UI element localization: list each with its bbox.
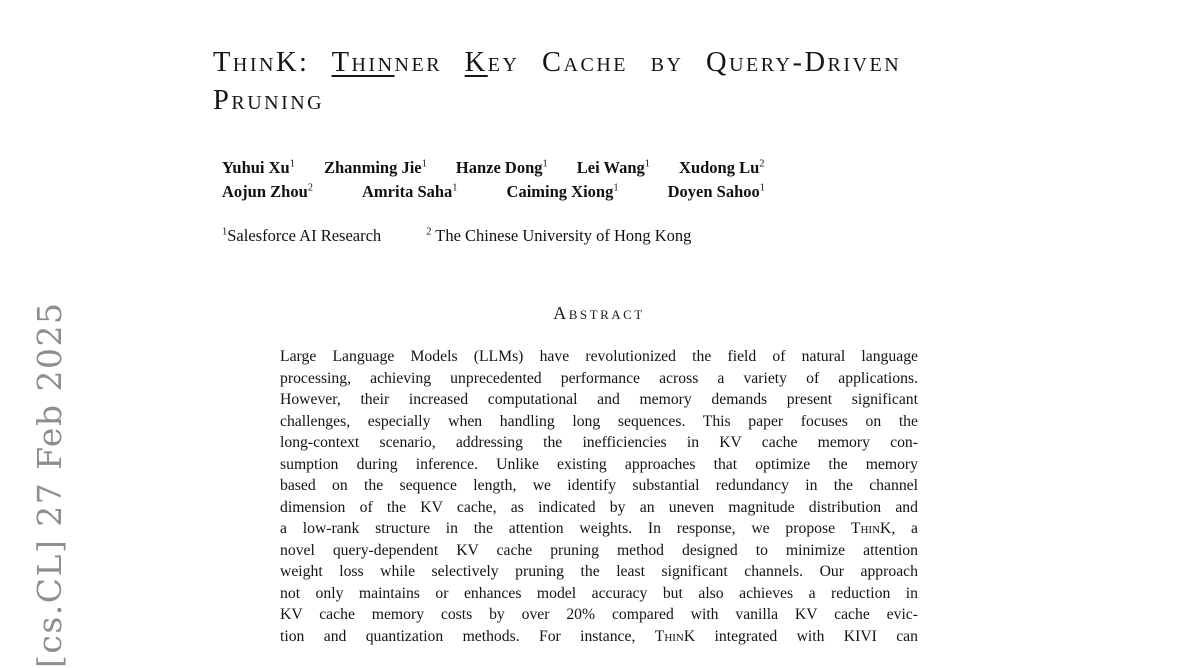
author-name: Zhanming Jie$^1$ [323, 158, 427, 177]
author-name: Hanze Dong$^1$ [455, 158, 548, 177]
abstract-line: processing, achieving unprecedented performance across a variety of applications. [280, 369, 918, 387]
abstract-section [280, 303, 918, 647]
affiliation-sup: 2 [426, 226, 432, 238]
author-name: Doyen Sahoo$^1$ [667, 182, 766, 201]
author-name: Xudong Lu$^2$ [679, 158, 765, 177]
author-name: Yuhui Xu$^1$ [222, 158, 295, 177]
title-segment: ner [394, 47, 465, 78]
author-block [222, 158, 765, 202]
arxiv-watermark: [cs.CL] 27 Feb 2025 [30, 301, 69, 668]
abstract-line: challenges, especially when handling long sequences. This paper focuses on the [280, 412, 918, 430]
author-affiliation-sup: 2 [307, 182, 313, 194]
author-name: Caiming Xiong$^1$ [506, 182, 619, 201]
author-affiliation-sup: 1 [421, 158, 427, 170]
author-affiliation-sup: 1 [644, 158, 651, 170]
abstract-line: However, their increased computational and memory demands present significant [280, 391, 918, 408]
abstract-line: weight loss while selectively pruning the least significant channels. Our approach [280, 563, 918, 580]
affiliations [222, 226, 691, 246]
abstract-line: sumption during inference. Unlike existing approaches that optimize the memory [280, 455, 918, 473]
affiliation-sup: 1 [222, 226, 228, 238]
abstract-line: dimension of the KV cache, as indicated by an uneven magnitude distribution and [280, 498, 918, 516]
title-segment: ey Cache by Query-Driven Pruning [213, 47, 902, 116]
author-affiliation-sup: 1 [613, 182, 619, 194]
author-affiliation-sup: 1 [452, 182, 458, 194]
title-segment: ThinK: [213, 47, 332, 78]
affiliation-item: $^1$Salesforce AI Research [222, 226, 382, 245]
author-name: Aojun Zhou$^2$ [222, 182, 313, 201]
author-row [222, 182, 765, 202]
abstract-line: long-context scenario, addressing the inefficiencies in KV cache memory con- [280, 434, 918, 451]
paper-title [213, 44, 1013, 120]
author-affiliation-sup: 2 [759, 158, 765, 170]
abstract-heading: Abstract [553, 303, 645, 323]
think-method-name: ThinK [654, 627, 696, 645]
author-affiliation-sup: 1 [542, 158, 548, 170]
title-underlined-segment: Thin [331, 47, 395, 78]
abstract-line: not only maintains or enhances model accuracy but also achieves a reduction in [280, 584, 918, 602]
author-name: Lei Wang$^1$ [576, 158, 651, 177]
abstract-line: KV cache memory costs by over 20% compared with vanilla KV cache evic- [280, 606, 918, 623]
author-affiliation-sup: 1 [289, 158, 295, 170]
author-affiliation-sup: 1 [759, 182, 766, 194]
title-underlined-segment: K [464, 47, 488, 78]
affiliation-item: $^2$ The Chinese University of Hong Kong [426, 226, 692, 245]
author-name: Amrita Saha$^1$ [362, 182, 458, 201]
abstract-line: Large Language Models (LLMs) have revolutionized the field of natural language [280, 348, 918, 365]
abstract-body [280, 346, 918, 647]
abstract-line: tion and quantization methods. For instance, ThinK integrated with KIVI can [280, 627, 918, 645]
author-row [222, 158, 765, 178]
abstract-line: novel query-dependent KV cache pruning method designed to minimize attention [280, 541, 918, 559]
abstract-line: a low-rank structure in the attention weights. In response, we propose ThinK, a [280, 520, 919, 537]
abstract-line: based on the sequence length, we identify substantial redundancy in the channel [280, 477, 918, 494]
think-method-name: ThinK [850, 520, 892, 537]
